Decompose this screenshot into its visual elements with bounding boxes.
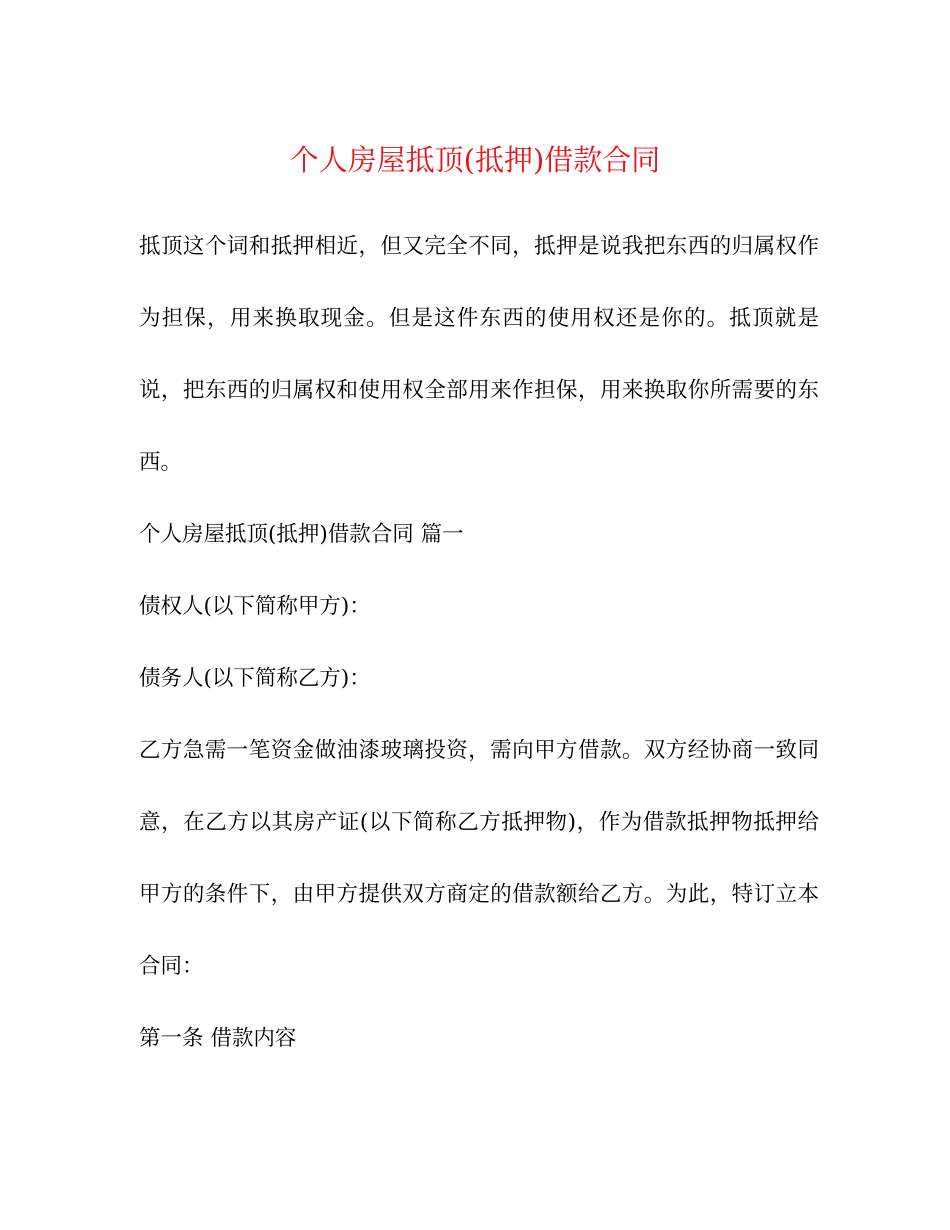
document-title: 个人房屋抵顶(抵押)借款合同 — [289, 143, 661, 177]
agreement-paragraph: 乙方急需一笔资金做油漆玻璃投资，需向甲方借款。双方经协商一致同意，在乙方以其房产证(以下简称乙方抵押物)，作为借款抵押物抵押给甲方的条件下，由甲方提供双方商定的借款额给乙方。为此，特订立本合同： — [139, 738, 819, 979]
section-heading: 个人房屋抵顶(抵押)借款合同 篇一 — [139, 522, 464, 547]
article-one-heading: 第一条 借款内容 — [139, 1026, 297, 1051]
document-body — [139, 211, 819, 1075]
debtor-line: 债务人(以下简称乙方)： — [139, 666, 371, 691]
creditor-line: 债权人(以下简称甲方)： — [139, 594, 371, 619]
intro-paragraph: 抵顶这个词和抵押相近，但又完全不同，抵押是说我把东西的归属权作为担保，用来换取现金。但是这件东西的使用权还是你的。抵顶就是说，把东西的归属权和使用权全部用来作担保，用来换取你所需要的东西。 — [139, 234, 819, 475]
